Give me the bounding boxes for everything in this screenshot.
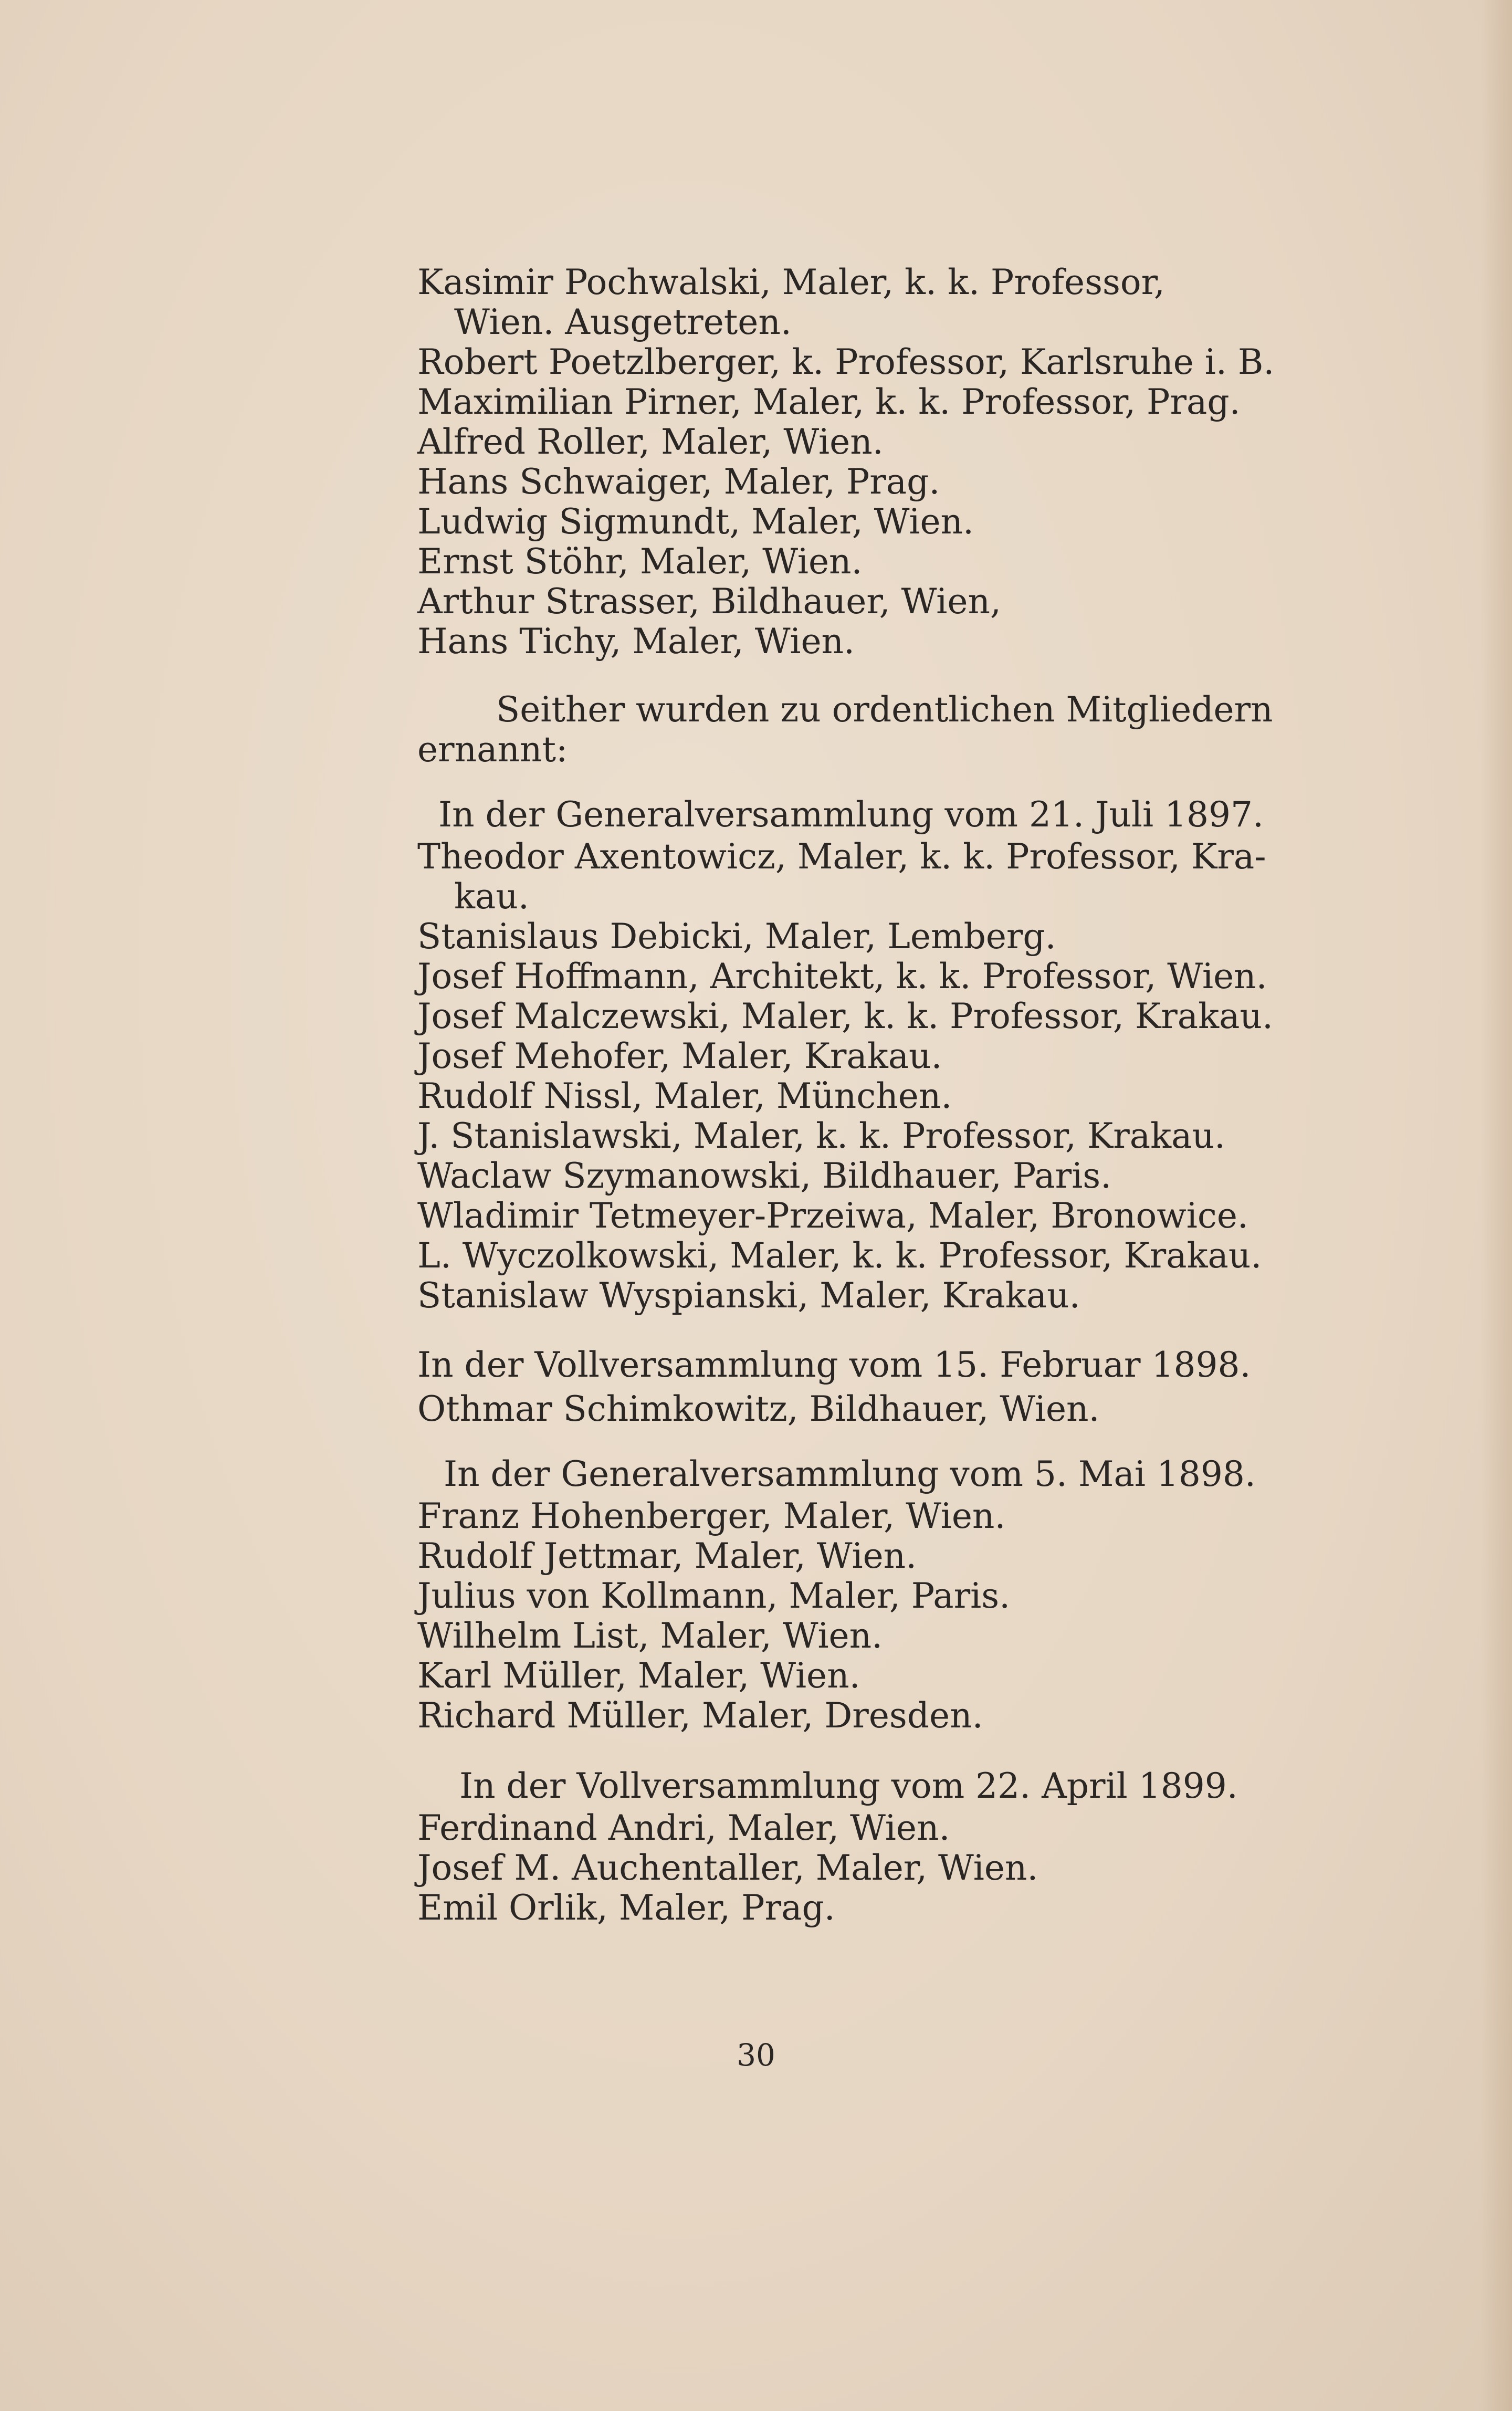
member-entry: Josef Malczewski, Maler, k. k. Professor, Krakau. [417,996,1273,1036]
member-entry: Stanislaw Wyspianski, Maler, Krakau. [417,1275,1080,1316]
section-heading: In der Vollversammlung vom 22. April 1899. [459,1766,1238,1806]
section-heading: In der Vollversammlung vom 15. Februar 1898. [417,1345,1251,1385]
member-entry: Richard Müller, Maler, Dresden. [417,1695,983,1736]
member-entry: Stanislaus Debicki, Maler, Lemberg. [417,916,1056,957]
intro-paragraph-line: ernannt: [417,729,568,770]
member-entry: Ferdinand Andri, Maler, Wien. [417,1808,950,1848]
member-entry: Josef M. Auchentaller, Maler, Wien. [417,1848,1038,1888]
page-number: 30 [737,2037,775,2073]
member-entry: Alfred Roller, Maler, Wien. [417,422,884,462]
member-entry: Ernst Stöhr, Maler, Wien. [417,541,863,582]
member-entry: Karl Müller, Maler, Wien. [417,1655,860,1696]
page-text [417,263,1273,1928]
section-heading: In der Generalversammlung vom 5. Mai 1898. [444,1454,1256,1494]
member-entry: Emil Orlik, Maler, Prag. [417,1888,835,1928]
member-entry: Rudolf Jettmar, Maler, Wien. [417,1536,917,1576]
member-entry: Arthur Strasser, Bildhauer, Wien, [417,581,1001,622]
member-entry: Hans Schwaiger, Maler, Prag. [417,462,940,502]
intro-paragraph-line: Seither wurden zu ordentlichen Mitgliedern [496,689,1273,730]
member-entry: L. Wyczolkowski, Maler, k. k. Professor, Krakau. [417,1235,1262,1276]
member-entry: Josef Mehofer, Maler, Krakau. [417,1036,942,1076]
member-entry: Kasimir Pochwalski, Maler, k. k. Professor, Wien. Ausgetreten. [417,262,1165,342]
member-entry: J. Stanislawski, Maler, k. k. Professor, Krakau. [417,1116,1225,1156]
member-entry: Josef Hoffmann, Architekt, k. k. Professor, Wien. [417,956,1267,997]
member-entry: Julius von Kollmann, Maler, Paris. [417,1576,1011,1616]
member-entry: Waclaw Szymanowski, Bildhauer, Paris. [417,1156,1112,1196]
member-entry: Robert Poetzlberger, k. Professor, Karlsruhe i. B. [417,342,1275,382]
member-entry: Hans Tichy, Maler, Wien. [417,621,855,662]
member-entry: Franz Hohenberger, Maler, Wien. [417,1496,1006,1536]
member-entry: Ludwig Sigmundt, Maler, Wien. [417,501,974,542]
member-entry: Maximilian Pirner, Maler, k. k. Professor, Prag. [417,382,1241,422]
member-entry: Othmar Schimkowitz, Bildhauer, Wien. [417,1389,1100,1429]
member-entry: Theodor Axentowicz, Maler, k. k. Professor, Kra- [417,836,1266,877]
member-entry: Wladimir Tetmeyer-Przeiwa, Maler, Bronowice. [417,1196,1248,1236]
member-entry-continuation: kau. [454,876,529,917]
member-entry: Wilhelm List, Maler, Wien. [417,1616,883,1656]
member-entry: Rudolf Nissl, Maler, München. [417,1076,952,1116]
section-heading: In der Generalversammlung vom 21. Juli 1897. [438,794,1264,835]
